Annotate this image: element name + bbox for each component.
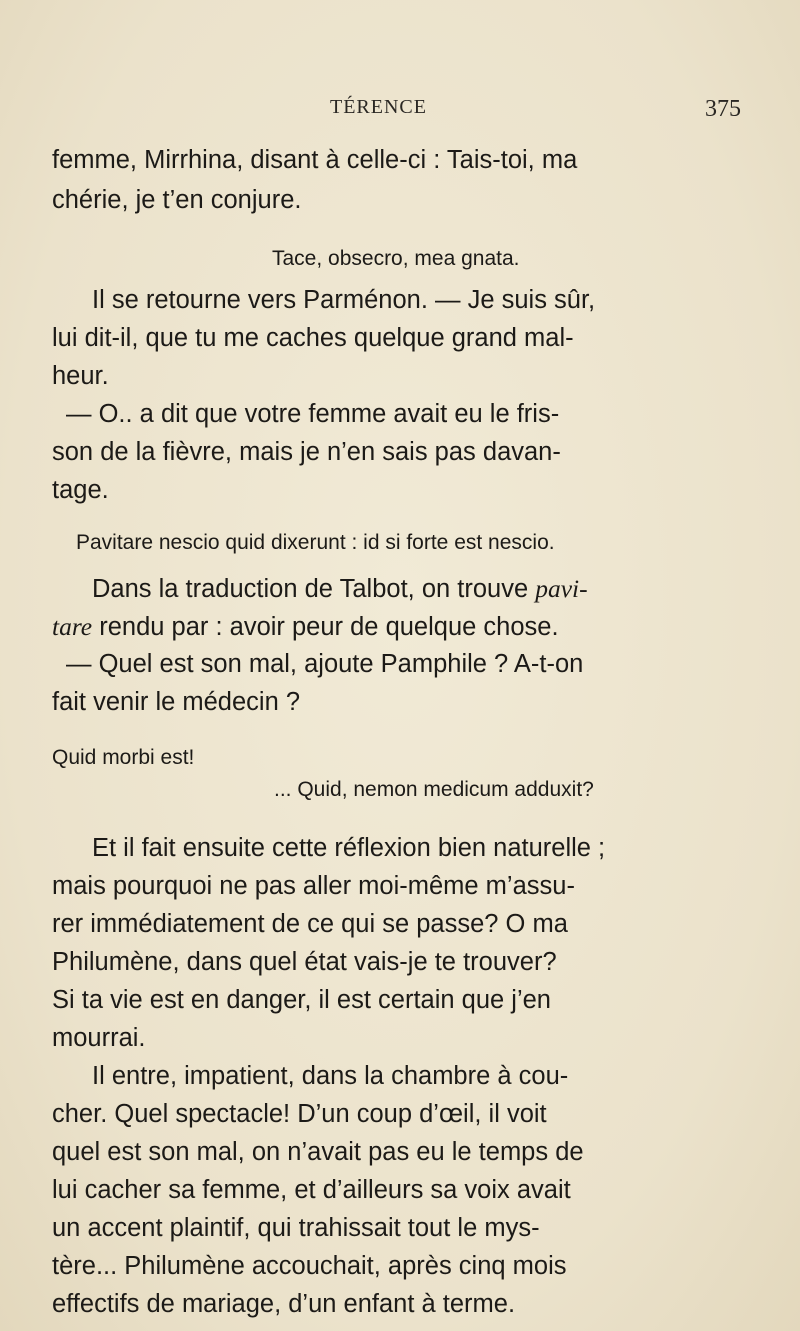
text-line: Il se retourne vers Parménon. — Je suis sûr, — [92, 286, 596, 314]
text-line: tage. — [52, 476, 109, 504]
text-line: — O.. a dit que votre femme avait eu le fris- — [66, 400, 560, 428]
text-line: mourrai. — [52, 1024, 146, 1052]
text-line: femme, Mirrhina, disant à celle-ci : Tais-toi, ma — [52, 146, 578, 174]
text-line: lui dit-il, que tu me caches quelque grand mal- — [52, 324, 574, 352]
latin-quote: ... Quid, nemon medicum adduxit? — [274, 778, 594, 801]
text-line: un accent plaintif, qui trahissait tout le mys- — [52, 1214, 540, 1242]
text-line: fait venir le médecin ? — [52, 688, 301, 716]
running-head: TÉRENCE — [330, 96, 427, 118]
italic-term: pavi- — [535, 574, 588, 603]
page-number: 375 — [705, 96, 741, 122]
text-line: chérie, je t’en conjure. — [52, 186, 302, 214]
text-line: Et il fait ensuite cette réflexion bien naturelle ; — [92, 834, 606, 862]
text-line: son de la fièvre, mais je n’en sais pas davan- — [52, 438, 561, 466]
text-line: heur. — [52, 362, 109, 390]
text-span: rendu par : avoir peur de quelque chose. — [92, 613, 559, 641]
text-line: — Quel est son mal, ajoute Pamphile ? A-t-on — [66, 650, 584, 678]
text-span: Dans la traduction de Talbot, on trouve — [92, 575, 536, 603]
page-header — [0, 96, 800, 124]
italic-term: tare — [52, 612, 93, 641]
text-line: rer immédiatement de ce qui se passe? O ma — [52, 910, 568, 938]
text-line: tère... Philumène accouchait, après cinq mois — [52, 1252, 567, 1280]
text-line: Il entre, impatient, dans la chambre à cou- — [92, 1062, 569, 1090]
text-line: effectifs de mariage, d’un enfant à terme. — [52, 1290, 516, 1318]
text-line — [92, 574, 588, 604]
latin-quote: Quid morbi est! — [52, 746, 195, 769]
text-line: Si ta vie est en danger, il est certain que j’en — [52, 986, 551, 1014]
text-line — [52, 612, 559, 642]
text-line: lui cacher sa femme, et d’ailleurs sa voix avait — [52, 1176, 571, 1204]
text-line: cher. Quel spectacle! D’un coup d’œil, il voit — [52, 1100, 547, 1128]
latin-quote: Tace, obsecro, mea gnata. — [272, 247, 520, 270]
text-line: mais pourquoi ne pas aller moi-même m’assu- — [52, 872, 575, 900]
text-line: quel est son mal, on n’avait pas eu le temps de — [52, 1138, 584, 1166]
text-line: Philumène, dans quel état vais-je te trouver? — [52, 948, 557, 976]
latin-quote: Pavitare nescio quid dixerunt : id si forte est nescio. — [76, 531, 555, 554]
